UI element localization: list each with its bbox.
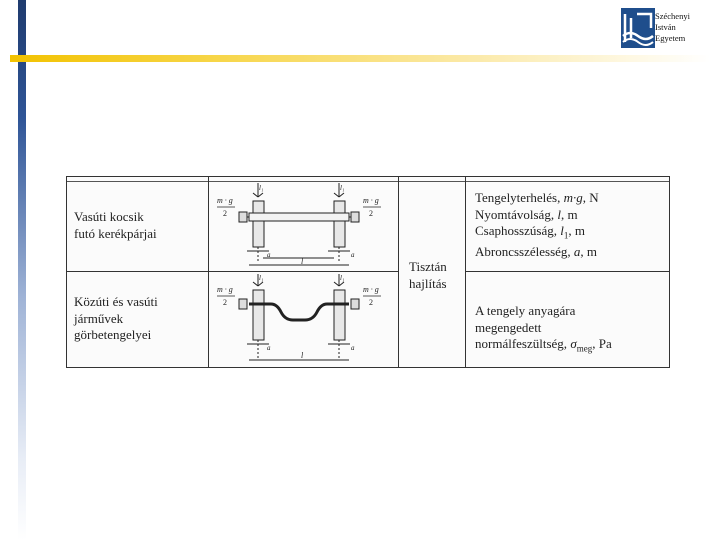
logo-line-3: Egyetem bbox=[655, 33, 686, 43]
param-axle-load-symbol: m·g bbox=[563, 190, 583, 205]
param-journal-length bbox=[475, 223, 599, 244]
load-half-right-2: 2 bbox=[369, 298, 373, 307]
tyre-label-left-2: a bbox=[267, 344, 271, 352]
table-row-divider-left bbox=[67, 271, 398, 272]
row1-label bbox=[74, 209, 157, 242]
university-logo-icon bbox=[621, 8, 655, 48]
param-track-gauge-text: Nyomtávolság, bbox=[475, 206, 558, 222]
param-track-gauge bbox=[475, 207, 599, 224]
param-axle-load bbox=[475, 190, 599, 207]
param-journal-length-unit: , m bbox=[568, 223, 585, 238]
row1-label-line1: Vasúti kocsik bbox=[74, 209, 144, 224]
stress-subscript: meg bbox=[576, 343, 593, 354]
tyre-label-right-2: a bbox=[351, 344, 355, 352]
table-row-divider-right bbox=[465, 271, 669, 272]
load-label-right-2: m · g bbox=[363, 285, 379, 294]
param-axle-load-text: Tengelyterhelés, bbox=[475, 190, 564, 205]
load-label-left: m · g bbox=[217, 196, 233, 205]
allowable-stress bbox=[475, 303, 612, 357]
stress-unit: , Pa bbox=[592, 336, 612, 351]
param-axle-load-unit: , N bbox=[582, 190, 599, 205]
load-half-left: 2 bbox=[223, 209, 227, 218]
load-half-left-2: 2 bbox=[223, 298, 227, 307]
table-top-rule bbox=[67, 181, 669, 182]
param-track-gauge-unit: , m bbox=[560, 206, 578, 222]
load-half-right: 2 bbox=[369, 209, 373, 218]
stress-symbol: σ bbox=[570, 336, 577, 351]
journal-label-left: l₁ bbox=[259, 184, 264, 192]
journal-label-right-2: l₁ bbox=[340, 274, 345, 282]
stress-line3-text: normálfeszültség, bbox=[475, 336, 571, 351]
gauge-label: l bbox=[301, 257, 304, 266]
slide-horizontal-accent-bar bbox=[10, 55, 710, 62]
load-label-right: m · g bbox=[363, 196, 379, 205]
param-journal-length-symbol: l bbox=[560, 223, 564, 238]
parameter-list bbox=[475, 190, 599, 261]
table-col-divider-2 bbox=[398, 177, 399, 367]
param-journal-length-subscript: 1 bbox=[563, 230, 569, 241]
param-track-gauge-symbol: l bbox=[557, 206, 561, 222]
tyre-label-left: a bbox=[267, 251, 271, 259]
param-journal-length-text: Csaphosszúság, bbox=[475, 223, 561, 238]
slide-vertical-accent-bar bbox=[18, 0, 26, 540]
stress-line2: megengedett bbox=[475, 319, 542, 335]
param-tyre-width bbox=[475, 244, 599, 261]
row1-label-line2: futó kerékpárjai bbox=[74, 225, 157, 241]
param-tyre-width-unit: , m bbox=[580, 244, 598, 260]
row2-label-line3: görbetengelyei bbox=[74, 327, 152, 342]
row2-label-line2: járművek bbox=[74, 310, 124, 326]
journal-label-left-2: l₁ bbox=[259, 274, 264, 282]
load-type bbox=[409, 259, 447, 292]
load-type-line2: hajlítás bbox=[409, 275, 447, 291]
logo-line-2: István bbox=[655, 22, 676, 32]
row2-label bbox=[74, 294, 158, 344]
load-label-left-2: m · g bbox=[217, 285, 233, 294]
load-type-line1: Tisztán bbox=[409, 259, 447, 274]
university-logo-text bbox=[655, 11, 690, 44]
param-tyre-width-text: Abroncsszélesség, bbox=[475, 244, 574, 260]
axle-load-table bbox=[66, 176, 670, 368]
param-tyre-width-symbol: a bbox=[573, 244, 581, 260]
cranked-axle-diagram bbox=[213, 274, 395, 366]
tyre-label-right: a bbox=[351, 251, 355, 259]
logo-line-1: Széchenyi bbox=[655, 11, 690, 21]
stress-line1: A tengely anyagára bbox=[475, 303, 576, 318]
stress-line3 bbox=[475, 336, 612, 357]
straight-axle-diagram bbox=[213, 183, 395, 269]
gauge-label-2: l bbox=[301, 351, 304, 360]
row2-label-line1: Közúti és vasúti bbox=[74, 294, 158, 309]
journal-label-right: l₁ bbox=[340, 184, 345, 192]
